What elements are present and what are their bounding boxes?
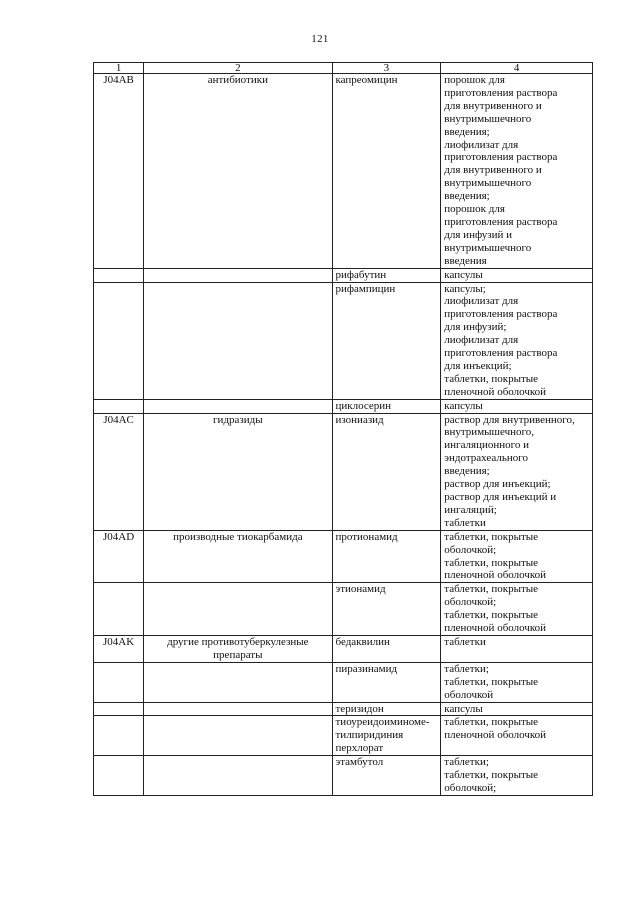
drug-name-cell: [332, 268, 441, 282]
group-line: производные тиокарбамида: [173, 530, 303, 543]
form-line: введения: [444, 254, 487, 267]
drug-name-cell: [332, 702, 441, 716]
table-row: [94, 74, 593, 269]
form-line: ингаляций;: [444, 503, 497, 516]
form-line: капсулы: [444, 399, 483, 412]
name-line: циклосерин: [335, 399, 392, 412]
group-line: гидразиды: [213, 413, 263, 426]
drug-group-cell: [144, 702, 332, 716]
group-line: другие противотуберкулезные: [167, 635, 309, 648]
dosage-form-cell: [441, 635, 593, 662]
group-line: препараты: [213, 648, 263, 661]
table-header-row: [94, 63, 593, 74]
form-line: лиофилизат для: [444, 295, 519, 308]
form-line: таблетки, покрытые: [444, 372, 539, 385]
name-line: протионамид: [335, 530, 398, 543]
name-line: тиоуреидоиминоме-: [335, 716, 430, 729]
group-line: антибиотики: [207, 74, 268, 86]
form-line: для инъекций;: [444, 359, 512, 372]
drug-group-cell: [144, 635, 332, 662]
form-line: введения;: [444, 465, 490, 478]
drug-group-cell: [144, 399, 332, 413]
dosage-form-cell: [441, 399, 593, 413]
form-line: таблетки;: [444, 662, 489, 675]
form-line: раствор для инъекций;: [444, 478, 551, 491]
atc-code: J04AB: [103, 74, 134, 86]
atc-code-cell: [94, 716, 144, 756]
atc-code-cell: [94, 268, 144, 282]
form-line: лиофилизат для: [444, 334, 519, 347]
name-line: капреомицин: [335, 74, 398, 86]
form-line: таблетки: [444, 516, 486, 529]
dosage-form-cell: [441, 74, 593, 269]
name-line: бедаквилин: [335, 635, 390, 648]
drug-name-cell: [332, 399, 441, 413]
form-line: внутримышечного: [444, 241, 532, 254]
form-line: пленочной оболочкой: [444, 385, 547, 398]
atc-code-cell: [94, 583, 144, 636]
drug-group-cell: [144, 662, 332, 702]
form-line: оболочкой: [444, 688, 494, 701]
table-row: [94, 583, 593, 636]
drug-group-cell: [144, 530, 332, 583]
dosage-form-cell: [441, 702, 593, 716]
form-line: введения;: [444, 190, 490, 203]
drug-group-cell: [144, 74, 332, 269]
column-header-3: 3: [332, 63, 441, 74]
form-line: порошок для: [444, 74, 505, 86]
form-line: приготовления раствора: [444, 86, 558, 99]
form-line: раствор для инъекций и: [444, 491, 557, 503]
table-row: [94, 662, 593, 702]
form-line: капсулы: [444, 268, 483, 281]
form-line: эндотрахеального: [444, 452, 529, 465]
form-line: порошок для: [444, 203, 505, 216]
column-header-2: 2: [144, 63, 332, 74]
form-line: для инфузий и: [444, 228, 513, 241]
table-row: [94, 702, 593, 716]
dosage-form-cell: [441, 716, 593, 756]
table-row: [94, 282, 593, 399]
atc-code-cell: [94, 282, 144, 399]
drug-name-cell: [332, 583, 441, 636]
drug-name-cell: [332, 282, 441, 399]
dosage-form-cell: [441, 413, 593, 530]
page-number: 121: [311, 33, 329, 45]
form-line: внутримышечного: [444, 112, 532, 125]
form-line: капсулы;: [444, 282, 486, 295]
dosage-form-cell: [441, 662, 593, 702]
dosage-form-cell: [441, 756, 593, 796]
drug-name-cell: [332, 716, 441, 756]
form-line: приготовления раствора: [444, 308, 558, 321]
form-line: введения;: [444, 125, 490, 138]
dosage-form-cell: [441, 530, 593, 583]
form-line: таблетки, покрытые: [444, 609, 539, 622]
column-header-1: 1: [94, 63, 144, 74]
form-line: таблетки, покрытые: [444, 716, 539, 729]
form-line: таблетки, покрытые: [444, 530, 539, 543]
drug-group-cell: [144, 583, 332, 636]
form-line: пленочной оболочкой: [444, 622, 547, 635]
name-line: тилпиридиния: [335, 729, 404, 742]
atc-code: J04AD: [103, 530, 135, 543]
name-line: рифампицин: [335, 282, 396, 295]
drug-group-cell: [144, 716, 332, 756]
atc-code-cell: [94, 530, 144, 583]
name-line: изониазид: [335, 413, 384, 426]
form-line: таблетки;: [444, 756, 489, 769]
form-line: лиофилизат для: [444, 138, 519, 151]
drug-group-cell: [144, 268, 332, 282]
table-row: [94, 413, 593, 530]
form-line: приготовления раствора: [444, 215, 558, 228]
name-line: пиразинамид: [335, 662, 398, 675]
name-line: рифабутин: [335, 268, 387, 281]
drug-group-cell: [144, 756, 332, 796]
dosage-form-cell: [441, 282, 593, 399]
drug-name-cell: [332, 530, 441, 583]
table-row: [94, 530, 593, 583]
form-line: раствор для внутривенного,: [444, 413, 575, 426]
atc-code-cell: [94, 662, 144, 702]
name-line: теризидон: [335, 702, 384, 715]
form-line: капсулы: [444, 702, 483, 715]
drug-name-cell: [332, 662, 441, 702]
drug-name-cell: [332, 756, 441, 796]
atc-code: J04AC: [103, 413, 134, 426]
table-row: [94, 756, 593, 796]
drug-group-cell: [144, 282, 332, 399]
drug-classification-table: [93, 62, 593, 796]
atc-code-cell: [94, 413, 144, 530]
table-body: [94, 63, 593, 796]
form-line: таблетки: [444, 635, 486, 648]
form-line: для инфузий;: [444, 321, 507, 334]
table-row: [94, 268, 593, 282]
table-row: [94, 635, 593, 662]
form-line: таблетки, покрытые: [444, 675, 539, 688]
form-line: таблетки, покрытые: [444, 583, 539, 596]
form-line: ингаляционного и: [444, 439, 530, 452]
form-line: оболочкой;: [444, 543, 497, 556]
form-line: для внутривенного и: [444, 99, 542, 112]
form-line: для внутривенного и: [444, 164, 542, 177]
drug-name-cell: [332, 635, 441, 662]
atc-code-cell: [94, 635, 144, 662]
atc-code-cell: [94, 756, 144, 796]
atc-code-cell: [94, 74, 144, 269]
form-line: оболочкой;: [444, 781, 497, 794]
atc-code-cell: [94, 702, 144, 716]
table-row: [94, 399, 593, 413]
dosage-form-cell: [441, 583, 593, 636]
column-header-4: 4: [441, 63, 593, 74]
name-line: этионамид: [335, 583, 386, 596]
name-line: перхлорат: [335, 742, 384, 755]
name-line: этамбутол: [335, 756, 384, 769]
form-line: приготовления раствора: [444, 151, 558, 164]
form-line: таблетки, покрытые: [444, 769, 539, 782]
form-line: внутримышечного: [444, 177, 532, 190]
drug-name-cell: [332, 74, 441, 269]
form-line: таблетки, покрытые: [444, 556, 539, 569]
form-line: пленочной оболочкой: [444, 729, 547, 742]
dosage-form-cell: [441, 268, 593, 282]
form-line: приготовления раствора: [444, 347, 558, 360]
form-line: пленочной оболочкой: [444, 569, 547, 582]
drug-group-cell: [144, 413, 332, 530]
atc-code-cell: [94, 399, 144, 413]
drug-name-cell: [332, 413, 441, 530]
form-line: оболочкой;: [444, 596, 497, 609]
table-row: [94, 716, 593, 756]
atc-code: J04AK: [103, 635, 135, 648]
form-line: внутримышечного,: [444, 426, 535, 439]
